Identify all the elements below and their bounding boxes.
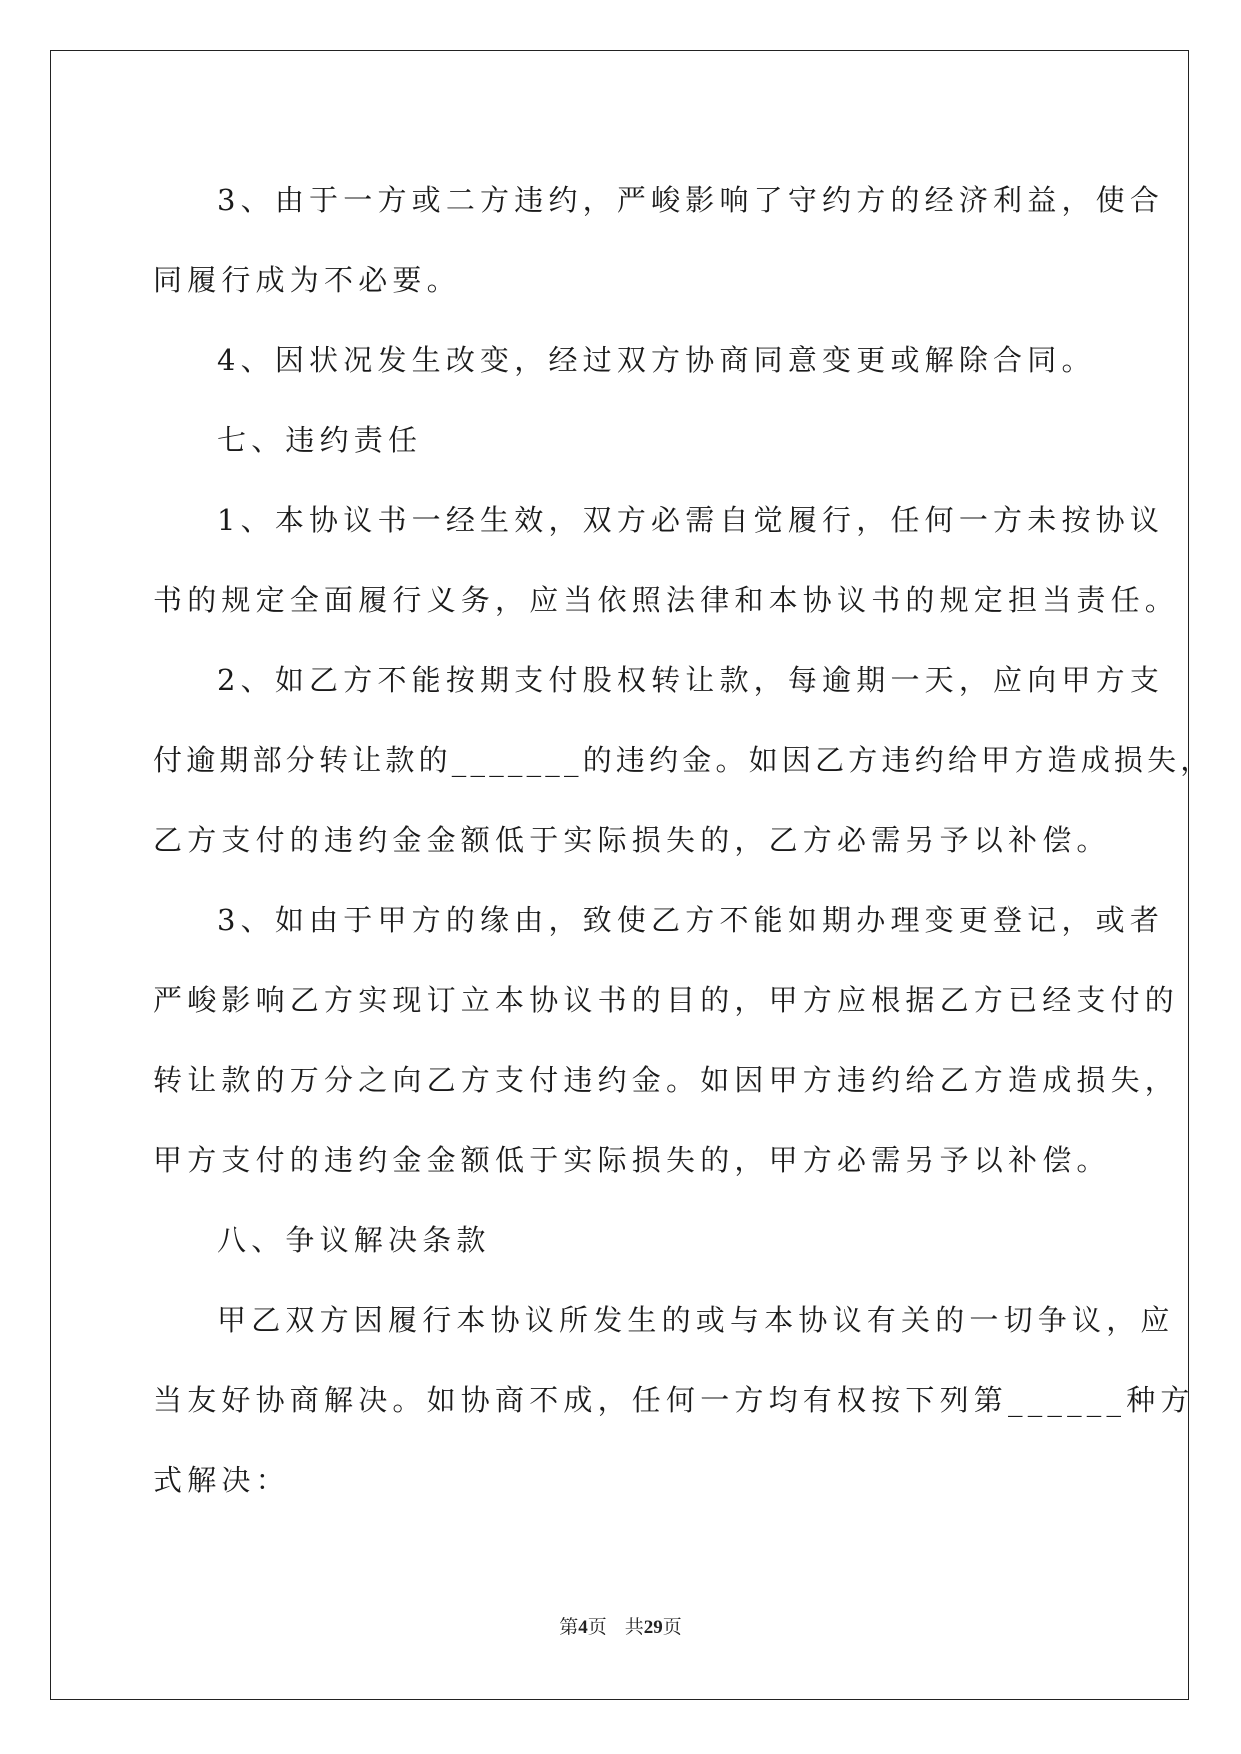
page-footer: [0, 1612, 1241, 1639]
text-line: 1、本协议书一经生效，双方必需自觉履行，任何一方未按协议: [217, 503, 1165, 537]
text-line: 甲乙双方因履行本协议所发生的或与本协议有关的一切争议，应: [217, 1303, 1175, 1337]
text-line: 乙方支付的违约金金额低于实际损失的，乙方必需另予以补偿。: [153, 823, 1111, 857]
page-number: 4: [578, 1617, 588, 1638]
text-line: 当友好协商解决。如协商不成，任何一方均有权按下列第______种方: [153, 1383, 1195, 1417]
page-suffix: 页: [587, 1617, 607, 1638]
text-line: 书的规定全面履行义务，应当依照法律和本协议书的规定担当责任。: [153, 583, 1180, 617]
text-line: 3、由于一方或二方违约，严峻影响了守约方的经济利益，使合: [217, 183, 1165, 217]
text-line: 付逾期部分转让款的_______的违约金。如因乙方违约给甲方造成损失，: [153, 743, 1214, 777]
text-line: 同履行成为不必要。: [153, 263, 461, 297]
text-line: 4、因状况发生改变，经过双方协商同意变更或解除合同。: [217, 343, 1096, 377]
text-line: 3、如由于甲方的缘由，致使乙方不能如期办理变更登记，或者: [217, 903, 1165, 937]
section-heading: 七、违约责任: [217, 423, 423, 457]
text-line: 2、如乙方不能按期支付股权转让款，每逾期一天，应向甲方支: [217, 663, 1165, 697]
total-pages: 29: [643, 1617, 663, 1638]
text-line: 转让款的万分之向乙方支付违约金。如因甲方违约给乙方造成损失，: [153, 1063, 1180, 1097]
text-line: 严峻影响乙方实现订立本协议书的目的，甲方应根据乙方已经支付的: [153, 983, 1180, 1017]
page-prefix: 第: [559, 1617, 579, 1638]
total-prefix: 共: [624, 1617, 644, 1638]
section-heading: 八、争议解决条款: [217, 1223, 491, 1257]
text-line: 甲方支付的违约金金额低于实际损失的，甲方必需另予以补偿。: [153, 1143, 1111, 1177]
total-suffix: 页: [662, 1617, 682, 1638]
document-body: [153, 160, 1214, 1520]
text-line: 式解决：: [153, 1463, 290, 1497]
